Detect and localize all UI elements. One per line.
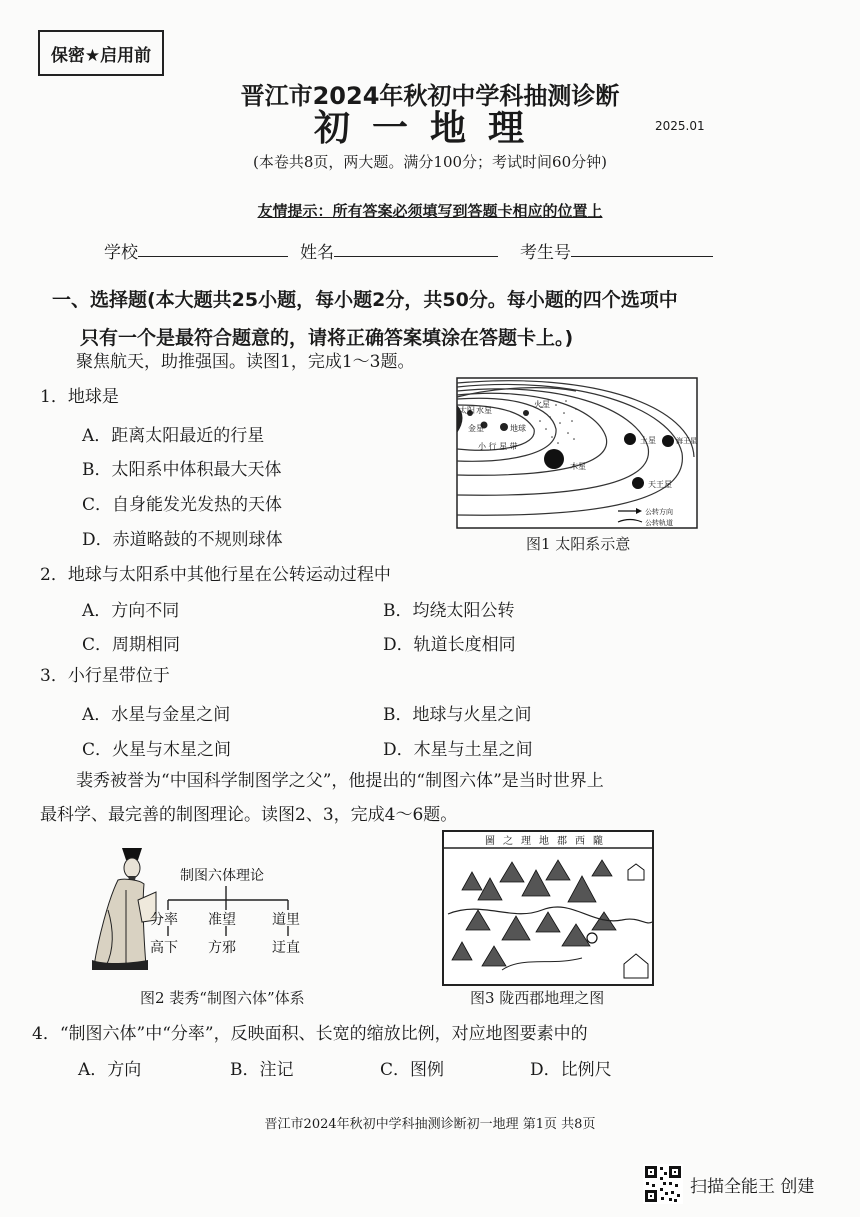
pei-xiu-diagram	[84, 840, 324, 982]
friendly-tip: 友情提示：所有答案必须填写到答题卡相应的位置上	[257, 202, 603, 220]
question-2-option-d: D．轨道长度相同	[383, 635, 516, 655]
question-2-option-c: C．周期相同	[82, 635, 181, 655]
figure-3-longxi-map	[442, 830, 654, 986]
scanner-watermark: 扫描全能王 创建	[690, 1177, 815, 1197]
exam-date: 2025.01	[655, 119, 705, 133]
subject-title: 初一地理	[313, 108, 546, 149]
question-3-option-b: B．地球与火星之间	[383, 705, 532, 725]
tree-root: 制图六体理论	[180, 868, 264, 884]
intro-text-2-line2: 最科学、最完善的制图理论。读图2、3，完成4～6题。	[40, 805, 458, 825]
page-footer: 晋江市2024年秋初中学科抽测诊断初一地理 第1页 共8页	[264, 1117, 596, 1132]
tree-item-fenlv: 分率	[150, 912, 178, 928]
figure-2-caption: 图2 裴秀“制图六体”体系	[140, 989, 305, 1007]
label-sun: 太阳	[459, 406, 475, 415]
student-info-fields	[104, 238, 713, 263]
school-label: 学校	[104, 243, 138, 263]
confidential-stamp: 保密★启用前	[38, 30, 164, 76]
figure-2-pei-xiu	[84, 840, 324, 982]
label-saturn: 土星	[640, 436, 656, 445]
tree-connectors	[168, 886, 288, 936]
pei-xiu-portrait	[92, 848, 156, 970]
question-4-option-a: A．方向	[78, 1060, 142, 1080]
tree-item-yuzhi: 迂直	[272, 940, 300, 956]
question-2-stem: 2．地球与太阳系中其他行星在公转运动过程中	[40, 565, 391, 585]
tree-item-fangxie: 方邪	[208, 940, 236, 956]
question-3-option-c: C．火星与木星之间	[82, 740, 232, 760]
school-blank	[138, 238, 288, 257]
question-4-stem: 4．“制图六体”中“分率”，反映面积、长宽的缩放比例，对应地图要素中的	[32, 1024, 588, 1044]
question-3-stem: 3．小行星带位于	[40, 666, 170, 686]
question-4-option-b: B．注记	[230, 1060, 294, 1080]
label-venus: 金星	[468, 424, 484, 433]
exam-title: 晋江市2024年秋初中学科抽测诊断	[240, 82, 620, 110]
label-earth: 地球	[510, 424, 526, 433]
intro-text-2-line1: 裴秀被誉为“中国科学制图学之父”，他提出的“制图六体”是当时世界上	[76, 771, 604, 791]
question-2-option-b: B．均绕太阳公转	[383, 601, 515, 621]
section-heading-line1: 一、选择题(本大题共25小题，每小题2分，共50分。每小题的四个选项中	[52, 289, 678, 311]
figure-3-caption: 图3 陇西郡地理之图	[470, 989, 605, 1007]
section-heading	[52, 281, 678, 357]
question-4-option-c: C．图例	[380, 1060, 445, 1080]
question-1-option-c: C．自身能发光发热的天体	[82, 495, 283, 515]
question-1-option-a: A．距离太阳最近的行星	[82, 426, 265, 446]
solar-system-diagram	[456, 377, 698, 529]
figure-1-solar-system	[456, 377, 698, 529]
question-3-option-a: A．水星与金星之间	[82, 705, 231, 725]
legend-orbit: 公转轨道	[645, 519, 673, 527]
qr-code-icon	[643, 1164, 683, 1204]
label-asteroid-belt: 小 行 星 带	[478, 442, 518, 451]
label-mars: 火星	[534, 400, 550, 409]
exam-id-blank	[571, 238, 713, 257]
question-1-stem: 1．地球是	[40, 387, 119, 407]
name-label: 姓名	[300, 243, 334, 263]
label-neptune: 海王星	[676, 437, 697, 445]
tree-item-zhunwang: 准望	[208, 912, 236, 928]
question-4-option-d: D．比例尺	[530, 1060, 612, 1080]
longxi-map-drawing	[442, 830, 654, 986]
exam-id-label: 考生号	[520, 243, 571, 263]
exam-meta: (本卷共8页，两大题。满分100分；考试时间60分钟)	[253, 153, 607, 171]
question-2-option-a: A．方向不同	[82, 601, 180, 621]
question-3-option-d: D．木星与土星之间	[383, 740, 533, 760]
label-uranus: 天王星	[648, 480, 672, 489]
question-1-option-d: D．赤道略鼓的不规则球体	[82, 530, 283, 550]
label-jupiter: 木星	[570, 462, 586, 471]
legend-revolution-direction: 公转方向	[645, 508, 673, 516]
tree-item-gaoxia: 高下	[150, 940, 178, 956]
label-mercury: 水星	[476, 406, 492, 415]
section-heading-line2: 只有一个是最符合题意的，请将正确答案填涂在答题卡上。)	[80, 327, 574, 349]
question-1-option-b: B．太阳系中体积最大天体	[82, 460, 282, 480]
map-city-marker	[587, 933, 597, 943]
intro-text-1: 聚焦航天，助推强国。读图1，完成1～3题。	[76, 352, 415, 372]
name-blank	[334, 238, 498, 257]
tree-item-daoli: 道里	[272, 912, 300, 928]
figure-1-caption: 图1 太阳系示意	[526, 535, 631, 553]
map-title: 圖之理地郡西隴	[485, 836, 611, 847]
